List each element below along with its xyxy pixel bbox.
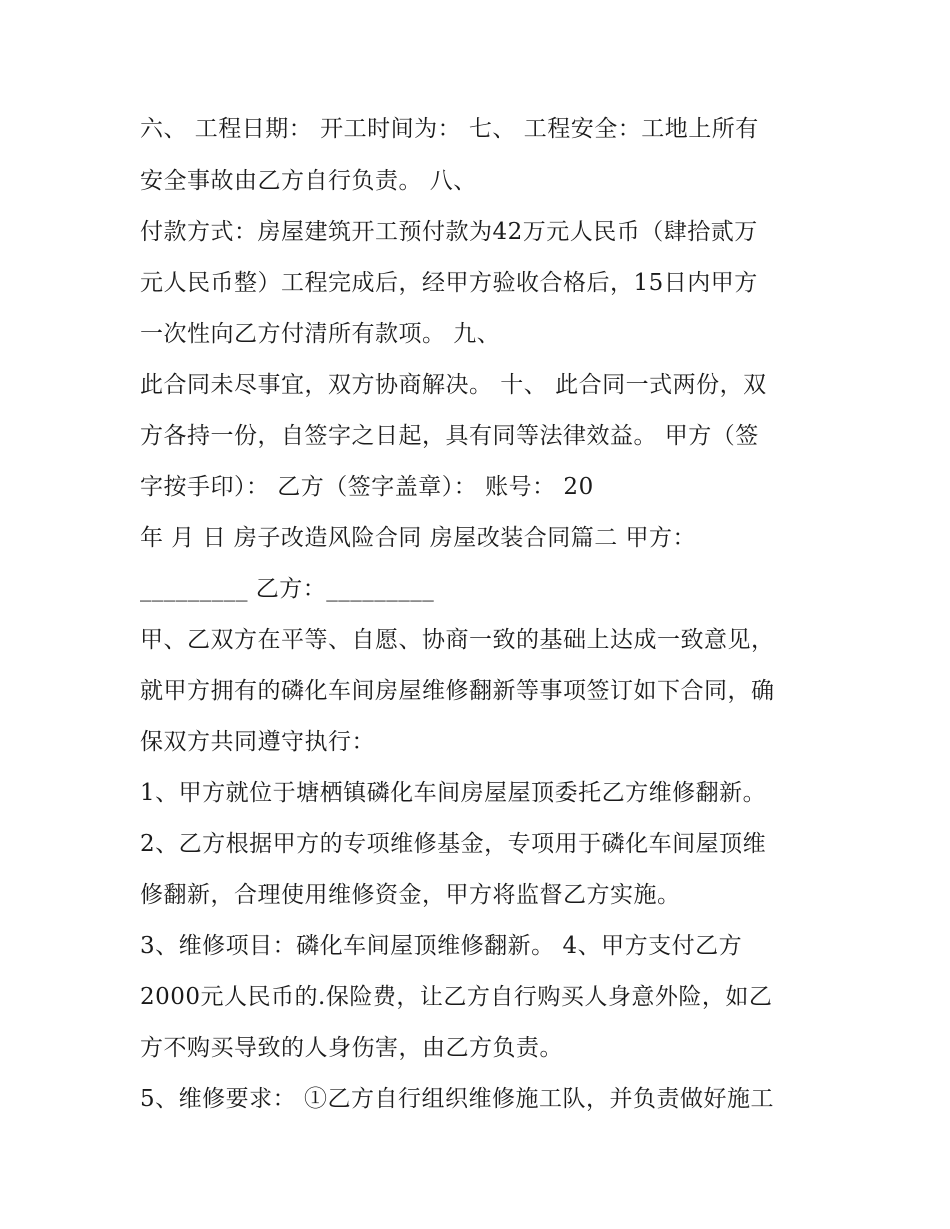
text-line: 方不购买导致的人身伤害，由乙方负责。 (140, 1035, 563, 1061)
text-line: 甲、乙双方在平等、自愿、协商一致的基础上达成一致意见， (140, 627, 775, 653)
signature-blanks-line: _________ 乙方：_________ (140, 576, 435, 602)
text-line: 2000元人民币的.保险费，让乙方自行购买人身意外险，如乙 (140, 984, 773, 1010)
text-line: 就甲方拥有的磷化车间房屋维修翻新等事项签订如下合同，确 (140, 678, 775, 704)
text-line: 方各持一份，自签字之日起，具有同等法律效益。 甲方（签 (140, 423, 759, 449)
clause-3-line: 3、维修项目：磷化车间屋顶维修翻新。 4、甲方支付乙方 (140, 933, 743, 959)
clause-1-line: 1、甲方就位于塘栖镇磷化车间房屋屋顶委托乙方维修翻新。 (140, 780, 767, 806)
text-line: 年 月 日 房子改造风险合同 房屋改装合同篇二 甲方： (140, 525, 697, 551)
text-line: 一次性向乙方付清所有款项。 九、 (140, 321, 501, 347)
text-line: 此合同未尽事宜，双方协商解决。 十、 此合同一式两份，双 (140, 372, 767, 398)
text-line: 保双方共同遵守执行： (140, 729, 375, 755)
text-line: 字按手印）： 乙方（签字盖章）： 账号： 20 (140, 474, 594, 500)
clause-2-line: 2、乙方根据甲方的专项维修基金，专项用于磷化车间屋顶维 (140, 831, 767, 857)
clause-5-line: 5、维修要求： ①乙方自行组织维修施工队，并负责做好施工 (140, 1086, 774, 1112)
text-line: 元人民币整）工程完成后，经甲方验收合格后，15日内甲方 (140, 270, 758, 296)
text-line: 安全事故由乙方自行负责。 八、 (140, 168, 477, 194)
text-line: 六、 工程日期： 开工时间为： 七、 工程安全：工地上所有 (140, 116, 759, 142)
text-line: 修翻新，合理使用维修资金，甲方将监督乙方实施。 (140, 882, 681, 908)
text-line: 付款方式：房屋建筑开工预付款为42万元人民币（肆拾贰万 (140, 219, 758, 245)
